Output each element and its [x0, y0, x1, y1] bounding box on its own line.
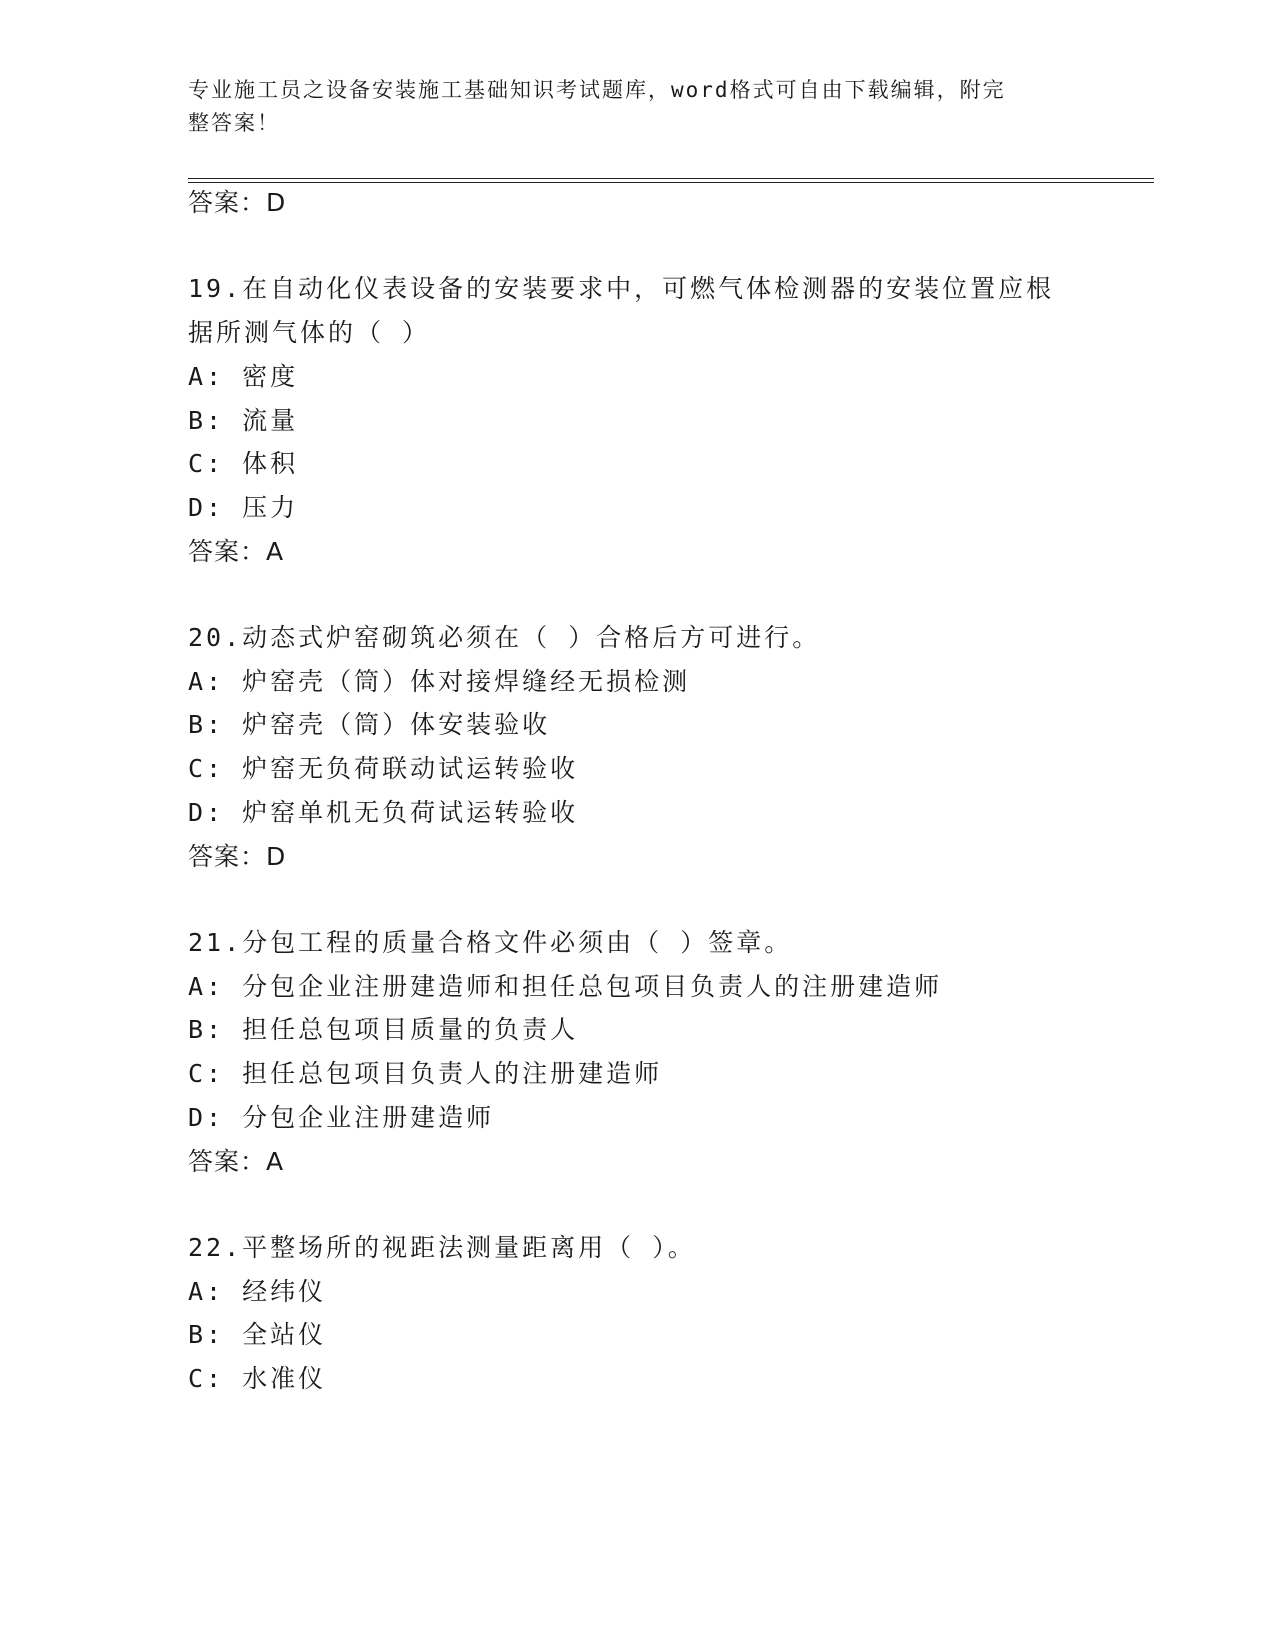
question-20-option-a: A: 炉窑壳（筒）体对接焊缝经无损检测 [188, 667, 691, 696]
question-22-option-b: B: 全站仪 [188, 1320, 327, 1349]
question-21-answer: 答案：A [188, 1147, 285, 1176]
header-divider-bottom [188, 182, 1154, 183]
question-19-option-a: A: 密度 [188, 362, 299, 391]
previous-answer: 答案：D [188, 188, 287, 217]
question-21-option-d: D: 分包企业注册建造师 [188, 1103, 495, 1132]
question-22-option-c: C: 水准仪 [188, 1364, 327, 1393]
question-19-option-b: B: 流量 [188, 406, 299, 435]
header-line-2: 整答案！ [188, 111, 280, 135]
question-20-stem: 20.动态式炉窑砌筑必须在（ ）合格后方可进行。 [188, 623, 821, 652]
question-19-stem-line-2: 据所测气体的（ ） [188, 318, 431, 347]
header-line-1: 专业施工员之设备安装施工基础知识考试题库，word格式可自由下载编辑，附完 [188, 78, 1006, 102]
question-19-stem-line-1: 19.在自动化仪表设备的安装要求中，可燃气体检测器的安装位置应根 [188, 274, 1055, 303]
question-19-option-c: C: 体积 [188, 449, 299, 478]
header-divider-top [188, 178, 1154, 179]
question-21-option-a: A: 分包企业注册建造师和担任总包项目负责人的注册建造师 [188, 972, 943, 1001]
question-20-option-b: B: 炉窑壳（筒）体安装验收 [188, 710, 551, 739]
question-21-stem: 21.分包工程的质量合格文件必须由（ ）签章。 [188, 928, 793, 957]
question-21-option-c: C: 担任总包项目负责人的注册建造师 [188, 1059, 663, 1088]
question-22-option-a: A: 经纬仪 [188, 1277, 327, 1306]
document-header [188, 74, 1088, 140]
question-19-option-d: D: 压力 [188, 493, 299, 522]
question-22-stem: 22.平整场所的视距法测量距离用（ ）。 [188, 1233, 696, 1262]
question-20-option-d: D: 炉窑单机无负荷试运转验收 [188, 798, 579, 827]
question-19-answer: 答案：A [188, 537, 285, 566]
question-20-answer: 答案：D [188, 842, 287, 871]
question-21-option-b: B: 担任总包项目质量的负责人 [188, 1015, 579, 1044]
question-20-option-c: C: 炉窑无负荷联动试运转验收 [188, 754, 579, 783]
